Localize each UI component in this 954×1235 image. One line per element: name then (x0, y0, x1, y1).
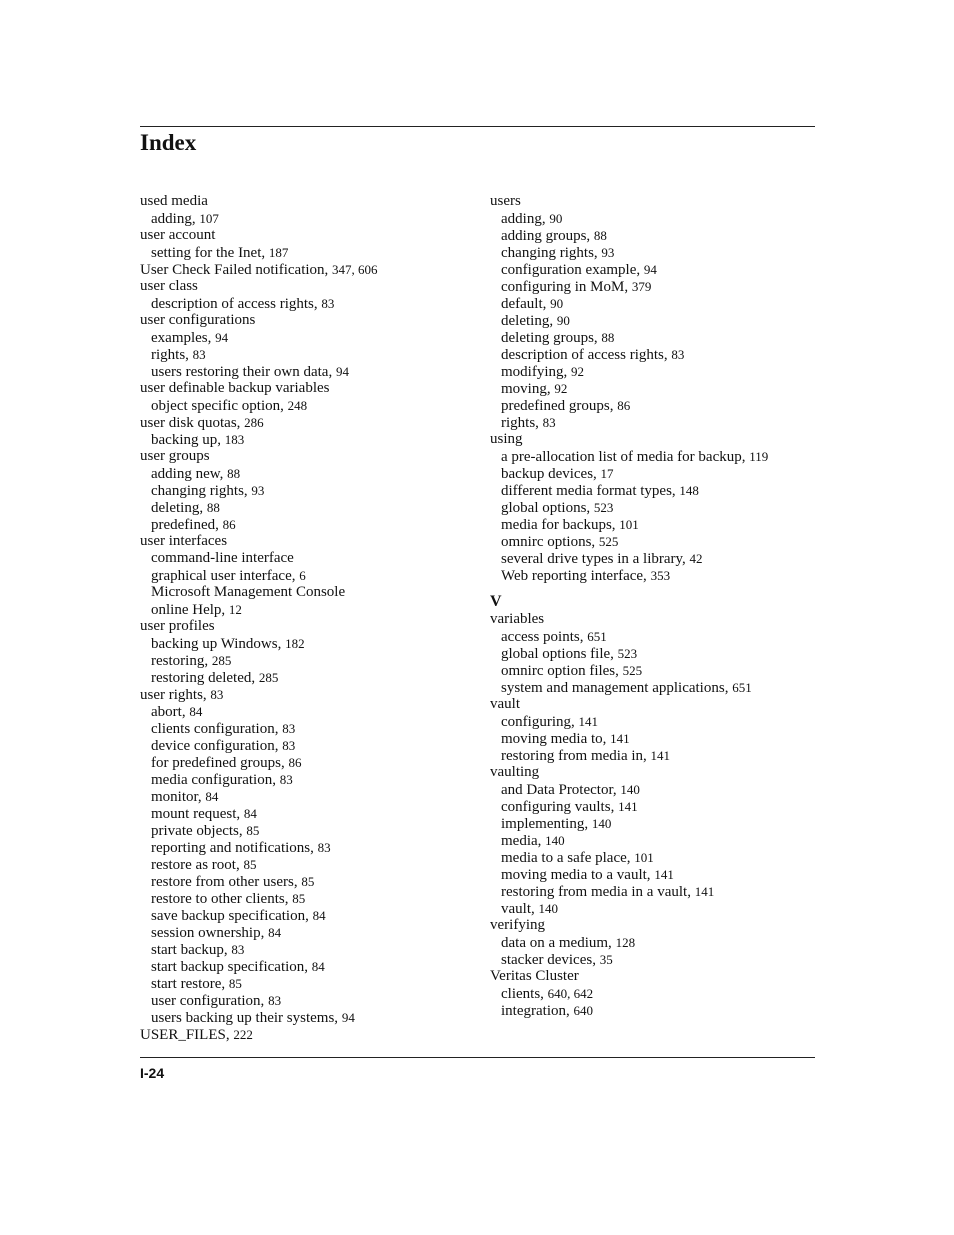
index-page-ref[interactable]: 85 (228, 976, 242, 991)
index-subentry (140, 737, 480, 754)
index-page-ref[interactable]: 86 (222, 517, 236, 532)
index-subentry (140, 720, 480, 737)
index-subentry (140, 567, 480, 584)
index-page-ref[interactable]: 93 (251, 483, 265, 498)
index-entry-text: using (490, 431, 523, 447)
index-entry-text: object specific option, (151, 398, 288, 414)
index-entry-text: adding, (501, 211, 550, 227)
index-subentry (490, 210, 820, 227)
index-entry-text: user rights, (140, 687, 211, 703)
index-entry-text: moving, (501, 381, 555, 397)
index-entry-text: system and management applications, (501, 680, 733, 696)
index-page-ref[interactable]: 86 (617, 398, 631, 413)
index-subentry (140, 890, 480, 907)
index-entry-text: users backing up their systems, (151, 1010, 342, 1026)
index-page-ref[interactable]: 84 (189, 704, 203, 719)
page-number: I-24 (140, 1065, 165, 1081)
index-subentry (490, 278, 820, 295)
index-subentry (140, 635, 480, 652)
index-entry-text: monitor, (151, 789, 206, 805)
index-entry-text: user configuration, (151, 993, 269, 1009)
index-entry-text: command-line interface (151, 550, 294, 566)
index-entry (490, 917, 820, 934)
index-page-ref[interactable]: 83 (282, 738, 296, 753)
index-subentry (490, 849, 820, 866)
index-page-ref[interactable]: 285 (211, 653, 232, 668)
index-entry-text: deleting, (501, 313, 557, 329)
index-subentry (490, 533, 820, 550)
index-page-ref[interactable]: 85 (292, 891, 306, 906)
index-subentry (140, 210, 480, 227)
index-subentry (140, 244, 480, 261)
index-entry-text: Veritas Cluster (490, 968, 579, 984)
index-entry-text: access points, (501, 629, 588, 645)
index-subentry (490, 1002, 820, 1019)
index-entry (140, 686, 480, 703)
index-page-ref[interactable]: 140 (545, 833, 565, 848)
index-subentry (490, 397, 820, 414)
index-page-ref[interactable]: 187 (268, 245, 289, 260)
index-page-ref[interactable]: 93 (601, 245, 615, 260)
index-entry-text: vault (490, 696, 520, 712)
index-entry-text: restoring from media in a vault, (501, 884, 695, 900)
index-entry-text: media to a safe place, (501, 850, 635, 866)
index-page-ref[interactable]: 141 (578, 714, 598, 729)
index-subentry (490, 227, 820, 244)
index-entry (490, 611, 820, 628)
index-entry-text: different media format types, (501, 483, 680, 499)
index-entry (490, 764, 820, 781)
index-entry-text: data on a medium, (501, 935, 616, 951)
index-entry (140, 227, 480, 244)
index-page-ref[interactable]: 85 (246, 823, 260, 838)
index-page-ref[interactable]: 347, 606 (332, 262, 378, 277)
index-subentry (490, 261, 820, 278)
index-subentry (140, 958, 480, 975)
index-entry-text: configuring in MoM, (501, 279, 632, 295)
index-entry-text: user account (140, 227, 216, 243)
index-page-ref[interactable]: 141 (654, 867, 674, 882)
index-subentry (140, 924, 480, 941)
index-subentry (490, 363, 820, 380)
index-entry-text: global options file, (501, 646, 618, 662)
index-page-ref[interactable]: 640 (573, 1003, 593, 1018)
index-entry-text: User Check Failed notification, (140, 262, 333, 278)
index-entry-text: and Data Protector, (501, 782, 621, 798)
index-page-ref[interactable]: 90 (549, 211, 563, 226)
top-rule (140, 126, 815, 127)
index-entry-text: users restoring their own data, (151, 364, 336, 380)
index-entry-text: implementing, (501, 816, 592, 832)
index-entry (140, 312, 480, 329)
bottom-rule (140, 1057, 815, 1058)
index-subentry (140, 941, 480, 958)
index-subentry (490, 934, 820, 951)
index-entry (140, 414, 480, 431)
index-entry-text: restore to other clients, (151, 891, 293, 907)
index-page-ref[interactable]: 525 (598, 534, 619, 549)
index-subentry (490, 883, 820, 900)
index-page-ref[interactable]: 85 (301, 874, 315, 889)
index-page-ref[interactable]: 88 (227, 466, 241, 481)
index-subentry (140, 975, 480, 992)
index-page-ref[interactable]: 12 (228, 602, 242, 617)
index-subentry (490, 414, 820, 431)
index-page-ref[interactable]: 84 (243, 806, 257, 821)
index-entry-text: backing up, (151, 432, 225, 448)
index-subentry (140, 363, 480, 380)
index-page-ref[interactable]: 141 (618, 799, 638, 814)
index-entry-text: deleting groups, (501, 330, 602, 346)
index-page-ref[interactable]: 94 (341, 1010, 355, 1025)
index-subentry (140, 669, 480, 686)
index-entry-text: moving media to, (501, 731, 611, 747)
index-page-ref[interactable]: 84 (311, 959, 325, 974)
index-entry (140, 380, 480, 397)
index-subentry (140, 822, 480, 839)
index-entry-text: restore from other users, (151, 874, 302, 890)
page-title: Index (140, 130, 197, 155)
index-subentry (140, 703, 480, 720)
index-page-ref[interactable]: 141 (650, 748, 671, 763)
index-entry-text: integration, (501, 1003, 574, 1019)
index-entry-text: rights, (151, 347, 193, 363)
index-subentry (140, 856, 480, 873)
index-subentry (140, 839, 480, 856)
index-page-ref[interactable]: 6 (299, 568, 306, 583)
index-entry (140, 533, 480, 550)
index-subentry (490, 329, 820, 346)
index-page-ref[interactable]: 88 (593, 228, 607, 243)
index-subentry (490, 815, 820, 832)
index-page-ref[interactable]: 90 (550, 296, 564, 311)
index-entry-text: adding, (151, 211, 200, 227)
index-entry-text: configuration example, (501, 262, 644, 278)
index-entry-text: graphical user interface, (151, 568, 300, 584)
index-entry-text: user disk quotas, (140, 415, 245, 431)
index-page-ref[interactable]: 651 (732, 680, 752, 695)
index-entry-text: save backup specification, (151, 908, 313, 924)
index-page-ref[interactable]: 141 (610, 731, 630, 746)
index-entry-text: changing rights, (501, 245, 602, 261)
index-subentry (490, 448, 820, 465)
index-entry-text: omnirc option files, (501, 663, 623, 679)
index-subentry (490, 866, 820, 883)
index-page-ref[interactable]: 140 (591, 816, 612, 831)
index-entry (140, 278, 480, 295)
index-entry-text: users (490, 193, 521, 209)
index-entry-text: adding groups, (501, 228, 594, 244)
index-subentry (140, 771, 480, 788)
index-entry (490, 968, 820, 985)
index-entry (140, 1026, 480, 1043)
index-entry-text: verifying (490, 917, 545, 933)
index-entry-text: user class (140, 278, 198, 294)
index-subentry (140, 295, 480, 312)
index-subentry (490, 985, 820, 1002)
index-entry-text: media for backups, (501, 517, 620, 533)
index-entry (490, 696, 820, 713)
index-entry-text: start backup specification, (151, 959, 312, 975)
index-page-ref[interactable]: 83 (321, 296, 335, 311)
index-entry-text: media, (501, 833, 546, 849)
index-entry-text: clients configuration, (151, 721, 283, 737)
index-subentry (140, 1009, 480, 1026)
index-subentry (140, 652, 480, 669)
index-page-ref[interactable]: 119 (749, 449, 769, 464)
index-subentry (490, 567, 820, 584)
index-page-ref[interactable]: 183 (224, 432, 245, 447)
index-subentry (490, 516, 820, 533)
index-page-ref[interactable]: 140 (620, 782, 640, 797)
index-entry-text: start restore, (151, 976, 229, 992)
index-entry-text: backup devices, (501, 466, 601, 482)
index-page-ref[interactable]: 84 (268, 925, 282, 940)
index-page-ref[interactable]: 286 (244, 415, 264, 430)
index-page-ref[interactable]: 94 (643, 262, 657, 277)
index-entry-text: omnirc options, (501, 534, 599, 550)
index-entry-text: a pre-allocation list of media for backup, (501, 449, 750, 465)
index-subentry (490, 380, 820, 397)
index-page-ref[interactable]: 90 (556, 313, 570, 328)
index-entry-text: adding new, (151, 466, 228, 482)
index-page-ref[interactable]: 35 (599, 952, 613, 967)
index-page-ref[interactable]: 640, 642 (547, 986, 594, 1001)
index-subentry (490, 465, 820, 482)
index-subentry (140, 516, 480, 533)
index-subentry (490, 900, 820, 917)
index-page-ref[interactable]: 140 (538, 901, 558, 916)
index-page-ref[interactable]: 379 (631, 279, 652, 294)
index-entry-text: private objects, (151, 823, 247, 839)
index-page-ref[interactable]: 85 (243, 857, 257, 872)
index-page-ref[interactable]: 88 (601, 330, 615, 345)
index-column-right (490, 193, 820, 1019)
index-entry-text: examples, (151, 330, 216, 346)
index-entry-text: restoring from media in, (501, 748, 651, 764)
index-page-ref[interactable]: 42 (689, 551, 703, 566)
index-entry-text: user interfaces (140, 533, 228, 549)
index-page-ref[interactable]: 222 (233, 1027, 253, 1042)
index-page-ref[interactable]: 525 (622, 663, 643, 678)
index-page-ref[interactable]: 523 (593, 500, 614, 515)
index-subentry (140, 584, 480, 601)
index-page-ref[interactable]: 285 (258, 670, 279, 685)
index-subentry (140, 397, 480, 414)
index-page-ref[interactable]: 101 (619, 517, 639, 532)
index-entry-text: deleting, (151, 500, 207, 516)
index-entry-text: for predefined groups, (151, 755, 289, 771)
index-entry-text: clients, (501, 986, 548, 1002)
index-page-ref[interactable]: 83 (210, 687, 224, 702)
index-entry-text: configuring vaults, (501, 799, 619, 815)
index-subentry (490, 713, 820, 730)
index-entry-text: user definable backup variables (140, 380, 330, 396)
index-subentry (490, 679, 820, 696)
index-entry-text: restore as root, (151, 857, 244, 873)
index-subentry (490, 798, 820, 815)
index-subentry (490, 550, 820, 567)
index-subentry (140, 788, 480, 805)
index-subentry (140, 754, 480, 771)
index-subentry (140, 465, 480, 482)
index-entry-text: abort, (151, 704, 190, 720)
index-subentry (140, 992, 480, 1009)
index-page-ref[interactable]: 83 (282, 721, 296, 736)
index-subentry (140, 907, 480, 924)
index-page-ref[interactable]: 84 (312, 908, 326, 923)
index-page-ref[interactable]: 83 (231, 942, 245, 957)
index-subentry (490, 951, 820, 968)
index-entry-text: several drive types in a library, (501, 551, 690, 567)
index-subentry (140, 499, 480, 516)
index-subentry (140, 550, 480, 567)
index-page-ref[interactable]: 353 (650, 568, 671, 583)
index-entry-text: mount request, (151, 806, 244, 822)
index-subentry (140, 482, 480, 499)
index-page-ref[interactable]: 182 (285, 636, 305, 651)
index-entry-text: description of access rights, (151, 296, 322, 312)
index-entry-text: user groups (140, 448, 210, 464)
index-entry-text: user profiles (140, 618, 215, 634)
index-subentry (490, 645, 820, 662)
index-entry-text: global options, (501, 500, 594, 516)
index-subentry (140, 601, 480, 618)
index-entry-text: predefined, (151, 517, 223, 533)
index-entry (140, 193, 480, 210)
index-entry (490, 431, 820, 448)
index-entry-text: session ownership, (151, 925, 269, 941)
index-page-ref[interactable]: 248 (287, 398, 308, 413)
index-entry-text: used media (140, 193, 208, 209)
index-entry-text: changing rights, (151, 483, 252, 499)
index-page-ref[interactable]: 86 (288, 755, 302, 770)
index-subentry (140, 873, 480, 890)
index-page-ref[interactable]: 148 (679, 483, 699, 498)
index-entry-text: default, (501, 296, 551, 312)
index-page-ref[interactable]: 651 (587, 629, 607, 644)
index-entry (490, 193, 820, 210)
index-subentry (490, 730, 820, 747)
index-page-ref[interactable]: 83 (279, 772, 293, 787)
index-page-ref[interactable]: 523 (617, 646, 638, 661)
index-entry-text: restoring, (151, 653, 212, 669)
index-entry-text: start backup, (151, 942, 232, 958)
index-entry-text: setting for the Inet, (151, 245, 269, 261)
index-page-ref[interactable]: 92 (554, 381, 568, 396)
index-page-ref[interactable]: 88 (206, 500, 220, 515)
index-subentry (490, 346, 820, 363)
index-entry-text: device configuration, (151, 738, 283, 754)
index-subentry (140, 431, 480, 448)
index-entry-text: backing up Windows, (151, 636, 286, 652)
index-entry-text: modifying, (501, 364, 571, 380)
index-page-ref[interactable]: 141 (694, 884, 715, 899)
index-subentry (490, 662, 820, 679)
index-entry-text: stacker devices, (501, 952, 600, 968)
index-subentry (490, 312, 820, 329)
index-subentry (490, 244, 820, 261)
index-letter-heading (490, 592, 820, 611)
index-page-ref[interactable]: 92 (571, 364, 584, 379)
index-subentry (490, 747, 820, 764)
index-page-ref[interactable]: 83 (671, 347, 685, 362)
index-entry-text: predefined groups, (501, 398, 618, 414)
index-entry-text: reporting and notifications, (151, 840, 318, 856)
index-page-ref[interactable]: 94 (335, 364, 349, 379)
index-entry-text: user configurations (140, 312, 256, 328)
index-entry-text: configuring, (501, 714, 579, 730)
index-page-ref[interactable]: 101 (634, 850, 654, 865)
index-page-ref[interactable]: 128 (615, 935, 636, 950)
index-entry-text: USER_FILES, (140, 1027, 234, 1043)
index-entry (140, 618, 480, 635)
index-entry-text: Microsoft Management Console (151, 584, 346, 600)
index-entry-text: variables (490, 611, 545, 627)
index-entry-text: moving media to a vault, (501, 867, 655, 883)
index-entry-text: online Help, (151, 602, 229, 618)
index-subentry (490, 628, 820, 645)
index-page-ref[interactable]: 83 (268, 993, 282, 1008)
index-subentry (490, 499, 820, 516)
index-page-ref[interactable]: 107 (199, 211, 219, 226)
index-page-ref[interactable]: 94 (215, 330, 229, 345)
index-entry-text: description of access rights, (501, 347, 672, 363)
index-subentry (140, 346, 480, 363)
index-entry-text: Web reporting interface, (501, 568, 651, 584)
index-page-ref[interactable]: 17 (600, 466, 614, 481)
index-entry-text: restoring deleted, (151, 670, 259, 686)
index-column-left (140, 193, 480, 1043)
index-page-ref[interactable]: 84 (205, 789, 219, 804)
index-entry-text: rights, (501, 415, 543, 431)
index-entry-text: vault, (501, 901, 539, 917)
index-subentry (490, 781, 820, 798)
index-subentry (490, 295, 820, 312)
index-page-ref[interactable]: 83 (542, 415, 556, 430)
index-page-ref[interactable]: 83 (192, 347, 206, 362)
index-page-ref[interactable]: 83 (317, 840, 331, 855)
index-subentry (490, 482, 820, 499)
index-entry-text: media configuration, (151, 772, 280, 788)
index-entry (140, 261, 480, 278)
index-entry-text: V (490, 593, 502, 610)
index-entry (140, 448, 480, 465)
index-subentry (140, 805, 480, 822)
index-subentry (490, 832, 820, 849)
index-subentry (140, 329, 480, 346)
index-entry-text: vaulting (490, 764, 540, 780)
